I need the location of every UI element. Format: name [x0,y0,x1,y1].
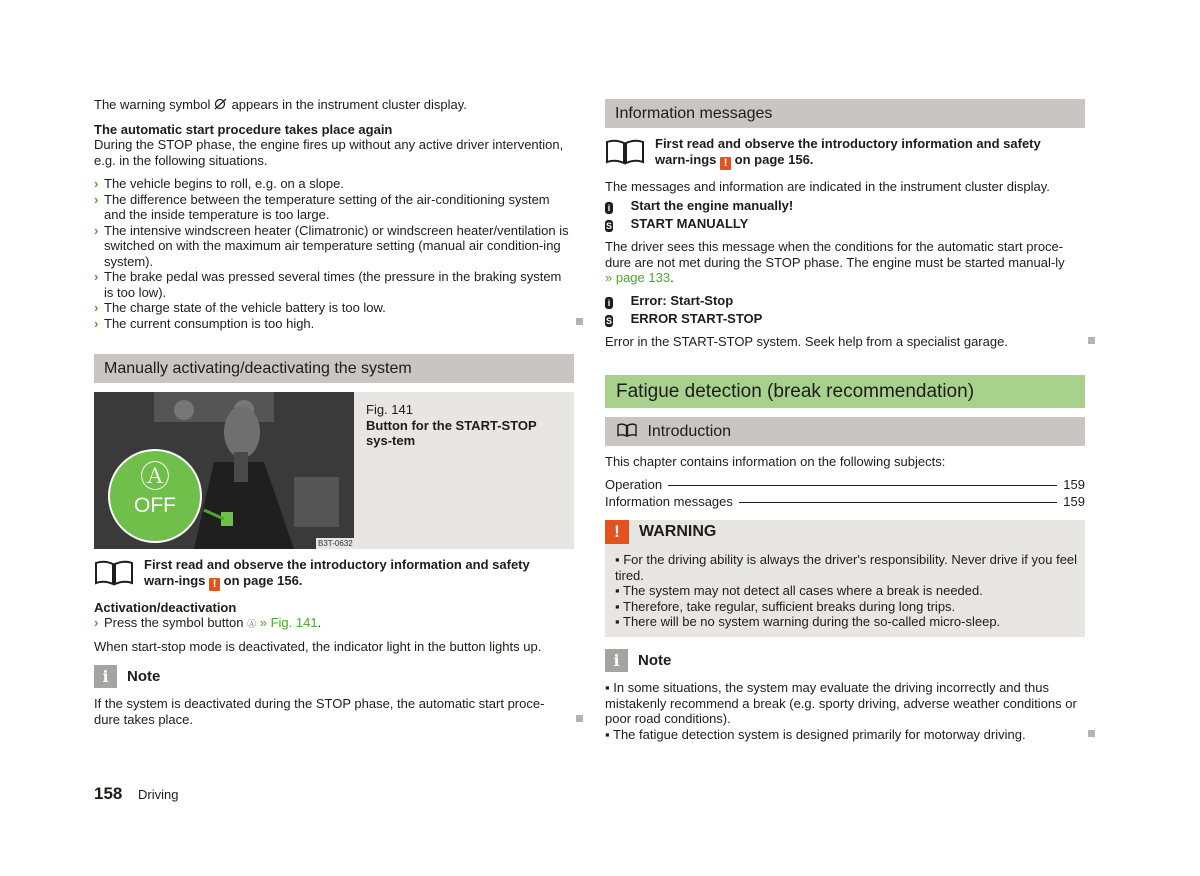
info-icon: i [94,665,117,688]
note-list [605,680,1085,742]
message-error: i Error: Start-Stop [605,293,733,309]
arrow-icon: › [94,176,99,191]
section-end-marker [576,715,583,722]
arrow-icon: › [94,222,99,238]
page-133-link[interactable]: » page 133 [605,270,671,285]
message-error-caps: S ERROR START-STOP [605,311,763,326]
list-item: › The vehicle begins to roll, e.g. on a slope. [94,176,344,191]
list-item: › The current consumption is too high. [94,315,315,331]
start-stop-warning-icon [214,98,228,110]
activation-heading: Activation/deactivation [94,600,237,615]
list-item: ▪ The fatigue detection system is designed primarily for motorway driving. [605,726,1026,742]
error-explanation: Error in the START-STOP system. Seek help from a specialist garage. [605,334,1008,349]
page-number: 158 [94,784,123,803]
warning-icon: ! [209,578,220,591]
info-icon: i [605,649,628,672]
gear-shift-photo [94,392,354,549]
message-explanation: The driver sees this message when the conditions for the automatic start proce-dure are not met during the STOP phase. The engine must be started manual-ly » page 133. [605,239,1065,285]
info-small-icon: i [605,297,613,309]
auto-start-list [94,176,574,331]
figure-code: B3T-0632 [318,539,353,548]
list-item: › The charge state of the vehicle battery is too low. [94,300,386,315]
figure-caption-text: Button for the START-STOP sys-tem [366,417,537,448]
note-title: Note [127,667,161,685]
list-item: › The intensive windscreen heater (Climatronic) or windscreen heater/ventilation is switched on with the maximum air temperature setting (manual air condition-ing system). [94,222,569,269]
book-icon [605,138,645,166]
intro-line: The warning symbol appears in the instrument cluster display. [94,97,467,112]
message-start-manually-caps: S START MANUALLY [605,216,749,231]
message-start-manually: i Start the engine manually! [605,198,793,214]
toc-row[interactable]: Information messages 159 [605,494,1085,509]
section-end-marker [1088,337,1095,344]
toc-row[interactable]: Operation 159 [605,477,1085,492]
figure-141 [94,392,574,549]
book-icon [617,423,637,437]
section-end-marker [1088,730,1095,737]
section-heading-manual: Manually activating/deactivating the system [94,354,574,383]
note-header [94,665,160,688]
book-icon [94,559,134,587]
activation-text: When start-stop mode is deactivated, the indicator light in the button lights up. [94,639,542,654]
figure-label: Fig. 141 [366,402,413,417]
section-heading-introduction: Introduction [605,417,1085,446]
list-item: ▪ For the driving ability is always the driver's responsibility. Never drive if you feel tired. [615,552,1078,583]
figure-caption [366,402,566,449]
messages-intro: The messages and information are indicated in the instrument cluster display. [605,179,1050,194]
s-small-icon: S [605,316,612,326]
list-item: ▪ Therefore, take regular, sufficient breaks during long trips. [615,598,956,614]
note-text: If the system is deactivated during the STOP phase, the automatic start proce-dure takes place. [94,696,545,727]
page-footer [94,786,178,803]
auto-a-icon: Ⓐ [140,461,170,494]
read-first-text: First read and observe the introductory information and safety warn-ings ! on page 156. [144,557,530,590]
off-label: OFF [134,494,176,517]
warning-icon: ! [720,157,731,170]
list-item: › The brake pedal was pressed several times (the pressure in the braking system is too low). [94,269,562,300]
read-first-text: First read and observe the introductory information and safety warn-ings ! on page 156. [655,136,1041,169]
list-item: ▪ In some situations, the system may evaluate the driving incorrectly and thus mistakenly recommend a break (e.g. sporty driving, adverse weather conditions or poor road conditions). [605,680,1077,726]
warning-icon: ! [605,520,629,544]
arrow-icon: › [94,269,99,284]
arrow-icon: › [94,315,99,331]
auto-start-heading: The automatic start procedure takes place again [94,122,393,137]
chapter-text: This chapter contains information on the following subjects: [605,454,946,469]
chapter-heading-fatigue: Fatigue detection (break recommendation) [605,375,1085,408]
warning-list [615,552,1080,630]
list-item: › The difference between the temperature setting of the air-conditioning system and the inside temperature is too large. [94,191,550,222]
auto-start-text: During the STOP phase, the engine fires up without any active driver intervention, e.g. in the following situations. [94,137,564,168]
s-small-icon: S [605,221,612,231]
note-header [605,649,671,672]
note-title: Note [638,651,672,669]
activation-step: › Press the symbol button Ⓐ » Fig. 141. [94,615,322,630]
warning-title: WARNING [639,523,717,540]
arrow-icon: › [94,300,99,315]
section-end-marker [576,318,583,325]
arrow-icon: › [94,615,99,630]
left-column [94,0,574,727]
info-small-icon: i [605,202,613,214]
warning-box [605,520,1085,637]
section-heading-info: Information messages [605,99,1085,128]
start-stop-off-icon: Ⓐ [247,619,257,629]
start-stop-button-callout [108,449,202,543]
list-item: ▪ The system may not detect all cases where a break is needed. [615,583,983,598]
footer-section: Driving [138,787,179,802]
list-item: ▪ There will be no system warning during the so-called micro-sleep. [615,614,1001,629]
fig-141-link[interactable]: » Fig. 141 [259,615,318,630]
arrow-icon: › [94,191,99,207]
